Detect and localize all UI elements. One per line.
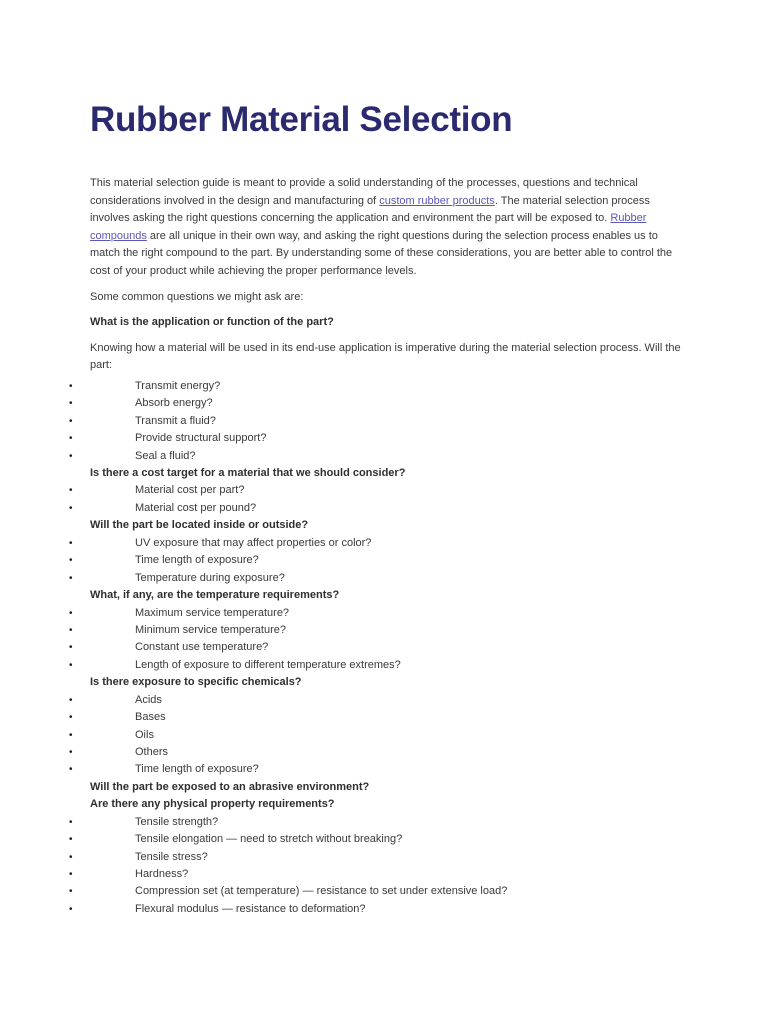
list-item-text: Flexural modulus — resistance to deformation? bbox=[135, 902, 366, 915]
question-heading: What is the application or function of the part? bbox=[90, 316, 334, 329]
bullet-marker: • bbox=[69, 729, 73, 741]
bullet-marker: • bbox=[69, 433, 73, 445]
list-item bbox=[69, 692, 690, 709]
list-item bbox=[69, 814, 690, 831]
bullet-marker: • bbox=[69, 869, 73, 881]
list-item bbox=[69, 744, 690, 761]
question-heading: Is there exposure to specific chemicals? bbox=[90, 676, 302, 689]
bullet-list bbox=[69, 378, 690, 465]
list-item-text: Tensile elongation — need to stretch without breaking? bbox=[135, 833, 403, 846]
list-item bbox=[69, 727, 690, 744]
bullet-marker: • bbox=[69, 625, 73, 637]
bullet-marker: • bbox=[69, 903, 73, 915]
bullet-marker: • bbox=[69, 537, 73, 549]
list-item bbox=[69, 500, 690, 517]
list-item-text: Provide structural support? bbox=[135, 432, 267, 445]
list-item-text: Maximum service temperature? bbox=[135, 606, 290, 619]
list-item-text: Absorb energy? bbox=[135, 397, 213, 410]
intro-text-2: . The material selection process involves asking the right questions concerning the application and environment the part will be exposed to. bbox=[90, 194, 650, 225]
list-item-text: Time length of exposure? bbox=[135, 763, 259, 776]
bullet-marker: • bbox=[69, 607, 73, 619]
question-heading: Will the part be located inside or outside? bbox=[90, 519, 309, 532]
list-item-text: Bases bbox=[135, 711, 166, 724]
list-item-text: UV exposure that may affect properties or color? bbox=[135, 536, 372, 549]
list-item-text: Seal a fluid? bbox=[135, 449, 196, 462]
list-item bbox=[69, 430, 690, 447]
list-item bbox=[69, 709, 690, 726]
list-item-text: Length of exposure to different temperature extremes? bbox=[135, 658, 401, 671]
custom-rubber-products-link[interactable]: custom rubber products bbox=[379, 194, 495, 207]
bullet-marker: • bbox=[69, 816, 73, 828]
lead-sentence: Some common questions we might ask are: bbox=[90, 290, 304, 303]
list-item bbox=[69, 849, 690, 866]
intro-text-1: This material selection guide is meant to provide a solid understanding of the processes, questions and technical considerations involved in the design and manufacturing of bbox=[90, 177, 638, 207]
bullet-marker: • bbox=[69, 398, 73, 410]
list-item-text: Tensile stress? bbox=[135, 850, 208, 863]
bullet-marker: • bbox=[69, 886, 73, 898]
list-item-text: Compression set (at temperature) — resistance to set under extensive load? bbox=[135, 885, 508, 898]
bullet-marker: • bbox=[69, 415, 73, 427]
page-title: Rubber Material Selection bbox=[90, 100, 513, 139]
intro-paragraph bbox=[90, 175, 690, 281]
list-item-text: Material cost per pound? bbox=[135, 501, 257, 514]
section-paragraph: Knowing how a material will be used in its end-use application is imperative during the material selection process. Will the part: bbox=[90, 341, 681, 372]
list-item bbox=[69, 605, 690, 622]
bullet-marker: • bbox=[69, 380, 73, 392]
question-heading: Is there a cost target for a material that we should consider? bbox=[90, 466, 406, 479]
list-item-text: Constant use temperature? bbox=[135, 641, 269, 654]
intro-text-3: are all unique in their own way, and asking the right questions during the selection process enables us to match the right compound to the part. By understanding some of these considerations, you are better able to control the cost of your product while achieving the proper performance levels. bbox=[90, 229, 673, 277]
list-item bbox=[69, 395, 690, 412]
list-item bbox=[69, 448, 690, 465]
bullet-list bbox=[69, 814, 690, 918]
list-item-text: Minimum service temperature? bbox=[135, 624, 286, 637]
bullet-marker: • bbox=[69, 450, 73, 462]
bullet-marker: • bbox=[69, 572, 73, 584]
bullet-list bbox=[69, 605, 690, 675]
bullet-marker: • bbox=[69, 502, 73, 514]
question-heading: Will the part be exposed to an abrasive environment? bbox=[90, 780, 370, 793]
list-item-text: Transmit energy? bbox=[135, 379, 221, 392]
list-item bbox=[69, 378, 690, 395]
bullet-marker: • bbox=[69, 746, 73, 758]
list-item bbox=[69, 639, 690, 656]
list-item-text: Oils bbox=[135, 728, 154, 741]
list-item bbox=[69, 552, 690, 569]
bullet-marker: • bbox=[69, 834, 73, 846]
list-item-text: Transmit a fluid? bbox=[135, 414, 216, 427]
bullet-list bbox=[69, 535, 690, 587]
rubber-compounds-link[interactable]: Rubber compounds bbox=[90, 212, 647, 242]
list-item bbox=[69, 535, 690, 552]
list-item bbox=[69, 622, 690, 639]
question-heading: What, if any, are the temperature requirements? bbox=[90, 589, 340, 602]
bullet-marker: • bbox=[69, 659, 73, 671]
list-item bbox=[69, 883, 690, 900]
list-item bbox=[69, 761, 690, 778]
list-item bbox=[69, 413, 690, 430]
list-item bbox=[69, 570, 690, 587]
bullet-marker: • bbox=[69, 642, 73, 654]
bullet-list bbox=[69, 482, 690, 517]
bullet-marker: • bbox=[69, 851, 73, 863]
list-item-text: Others bbox=[135, 745, 169, 758]
list-item-text: Temperature during exposure? bbox=[135, 571, 285, 584]
list-item-text: Material cost per part? bbox=[135, 484, 245, 497]
list-item bbox=[69, 482, 690, 499]
list-item bbox=[69, 901, 690, 918]
bullet-marker: • bbox=[69, 485, 73, 497]
list-item bbox=[69, 866, 690, 883]
bullet-list bbox=[69, 692, 690, 779]
list-item bbox=[69, 657, 690, 674]
bullet-marker: • bbox=[69, 712, 73, 724]
article-body bbox=[69, 175, 690, 918]
list-item-text: Time length of exposure? bbox=[135, 554, 259, 567]
bullet-marker: • bbox=[69, 555, 73, 567]
bullet-marker: • bbox=[69, 764, 73, 776]
list-item-text: Hardness? bbox=[135, 868, 189, 881]
question-heading: Are there any physical property requirements? bbox=[90, 798, 335, 811]
list-item bbox=[69, 831, 690, 848]
list-item-text: Tensile strength? bbox=[135, 815, 219, 828]
bullet-marker: • bbox=[69, 694, 73, 706]
list-item-text: Acids bbox=[135, 693, 162, 706]
